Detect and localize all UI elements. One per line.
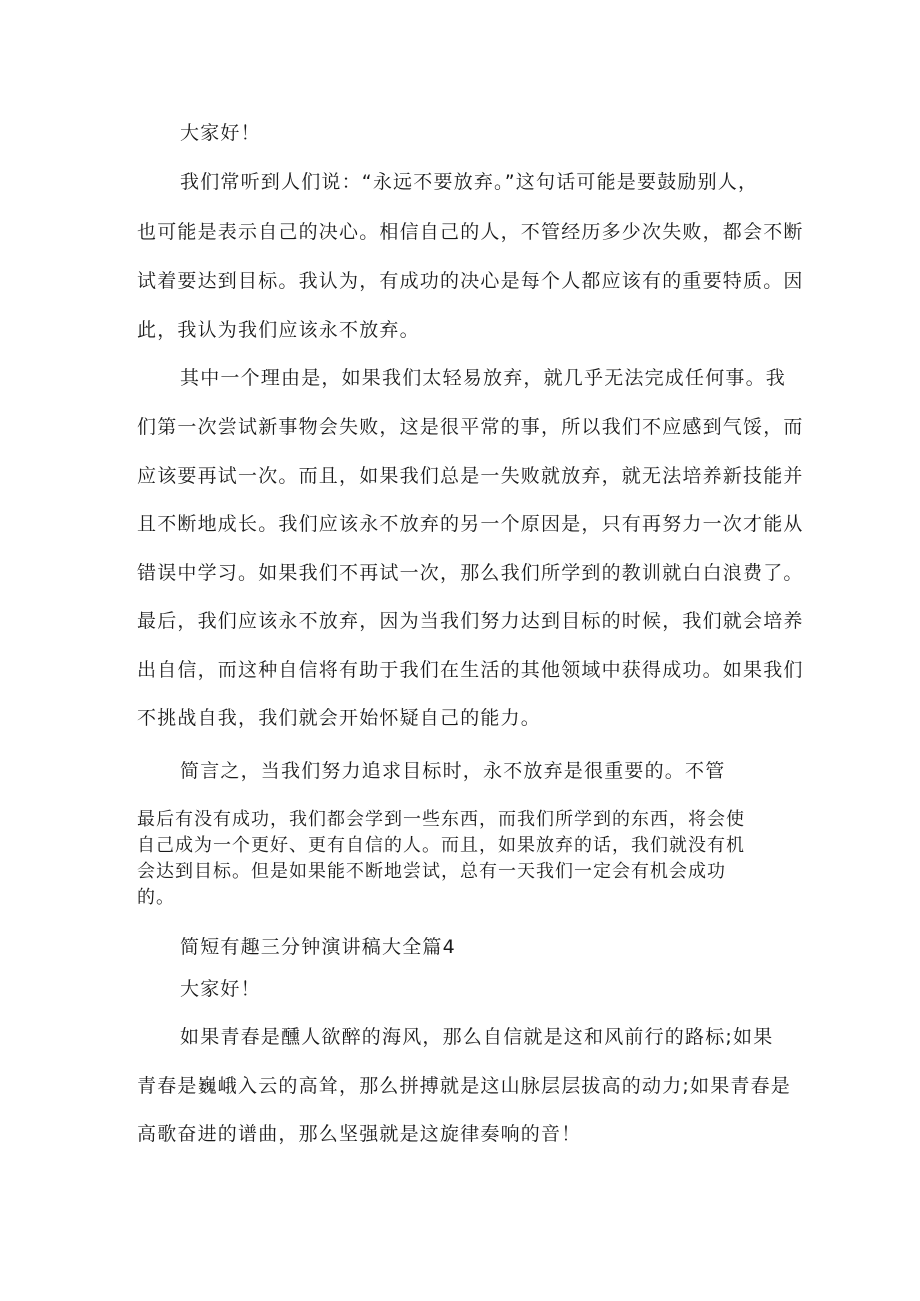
paragraph-line: 且不断地成长。我们应该永不放弃的另一个原因是，只有再努力一次才能从	[137, 513, 804, 535]
paragraph-line: 其中一个理由是，如果我们太轻易放弃，就几乎无法完成任何事。我	[180, 367, 787, 389]
paragraph-line: 也可能是表示自己的决心。相信自己的人，不管经历多少次失败，都会不断	[137, 221, 804, 243]
paragraph-line: 的。	[137, 887, 175, 908]
paragraph-line: 们第一次尝试新事物会失败，这是很平常的事，所以我们不应感到气馁，而	[137, 416, 804, 438]
paragraph-line: 最后有没有成功，我们都会学到一些东西，而我们所学到的东西，将会使	[137, 809, 745, 830]
paragraph-line: 应该要再试一次。而且，如果我们总是一失败就放弃，就无法培养新技能并	[137, 465, 804, 487]
paragraph-line: 简言之，当我们努力追求目标时，永不放弃是很重要的。不管	[180, 760, 726, 782]
paragraph-line: 高歌奋进的谱曲，那么坚强就是这旋律奏响的音！	[137, 1123, 582, 1145]
section-title: 简短有趣三分钟演讲稿大全篇4	[180, 936, 456, 958]
paragraph-line: 错误中学习。如果我们不再试一次，那么我们所学到的教训就白白浪费了。	[137, 562, 804, 584]
paragraph-line: 出自信，而这种自信将有助于我们在生活的其他领域中获得成功。如果我们	[137, 659, 804, 681]
paragraph-line: 不挑战自我，我们就会开始怀疑自己的能力。	[137, 707, 542, 729]
paragraph-line: 最后，我们应该永不放弃，因为当我们努力达到目标的时候，我们就会培养	[137, 610, 804, 632]
greeting-line: 大家好！	[180, 122, 261, 144]
paragraph-line: 此，我认为我们应该永不放弃。	[137, 319, 420, 341]
paragraph-line: 如果青春是醺人欲醉的海风，那么自信就是这和风前行的路标;如果	[180, 1026, 774, 1048]
paragraph-line: 我们常听到人们说：“永远不要放弃。”这句话可能是要鼓励别人，	[180, 171, 759, 193]
greeting-line: 大家好！	[180, 978, 261, 1000]
paragraph-line: 试着要达到目标。我认为，有成功的决心是每个人都应该有的重要特质。因	[137, 270, 804, 292]
paragraph-line: 青春是巍峨入云的高耸，那么拼搏就是这山脉层层拔高的动力;如果青春是	[137, 1075, 792, 1097]
paragraph-line: 会达到目标。但是如果能不断地尝试，总有一天我们一定会有机会成功	[137, 861, 726, 882]
paragraph-line: 自己成为一个更好、更有自信的人。而且，如果放弃的话，我们就没有机	[137, 835, 745, 856]
